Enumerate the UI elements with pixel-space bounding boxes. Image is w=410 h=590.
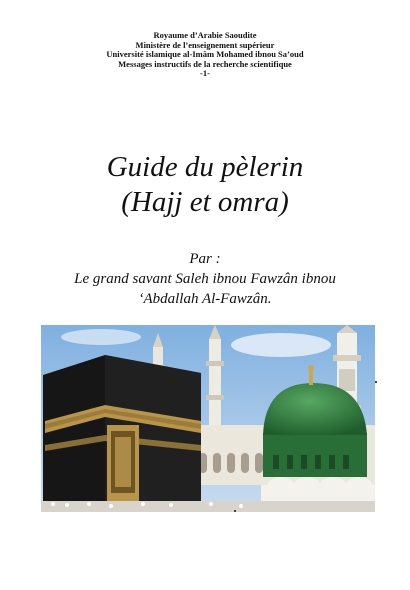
cloud bbox=[61, 329, 141, 345]
title-line-2: (Hajj et omra) bbox=[121, 186, 289, 218]
header-line-ministry: Ministère de l’enseignement supérieur bbox=[135, 39, 275, 50]
kaaba bbox=[43, 355, 201, 511]
author-line-1: Le grand savant Saleh ibnou Fawzân ibnou bbox=[74, 271, 336, 287]
header-line-kingdom: Royaume d’Arabie Saoudite bbox=[153, 30, 257, 40]
author-block bbox=[0, 249, 410, 309]
crowd bbox=[41, 501, 375, 512]
edge-mark bbox=[375, 381, 377, 383]
author-by-label: Par : bbox=[189, 251, 221, 267]
document-title bbox=[0, 150, 410, 220]
header-line-series: Messages instructifs de la recherche scientifique bbox=[118, 58, 292, 69]
author-line-2: ‘Abdallah Al-Fawzân. bbox=[138, 291, 272, 307]
institution-header bbox=[0, 31, 410, 79]
title-line-1: Guide du pèlerin bbox=[106, 151, 304, 183]
header-line-university: Université islamique al-Imâm Mohamed ibnou Sa’oud bbox=[106, 49, 304, 60]
edge-mark bbox=[234, 510, 236, 512]
header-line-number: -1- bbox=[200, 68, 210, 79]
cloud bbox=[231, 333, 331, 357]
kaaba-and-green-dome-photo bbox=[41, 325, 375, 512]
cover-photo bbox=[41, 325, 375, 512]
